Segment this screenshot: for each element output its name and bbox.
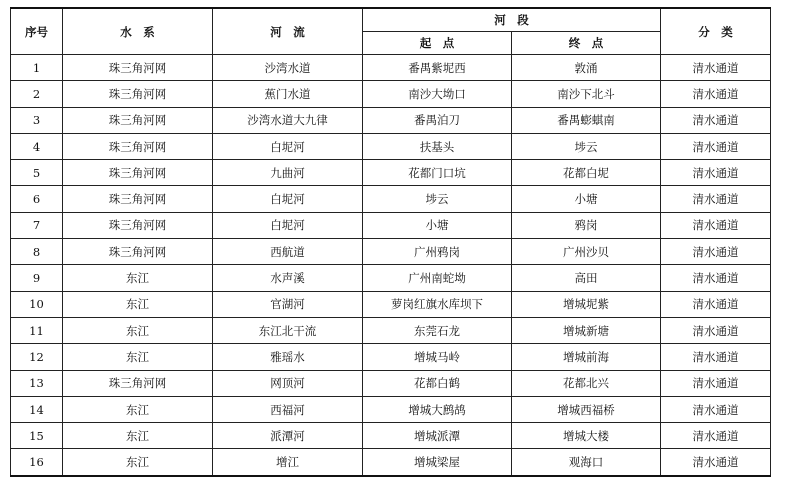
header-row-1: [11, 8, 771, 32]
water-system-cell: 珠三角河网: [63, 133, 213, 159]
water-system-cell: 东江: [63, 423, 213, 449]
river-name-cell: 西航道: [213, 239, 363, 265]
river-name-cell: 沙湾水道大九律: [213, 107, 363, 133]
table-row: [11, 212, 771, 238]
header-start: 起 点: [363, 32, 512, 55]
river-name-cell: 水声溪: [213, 265, 363, 291]
river-name-cell: 网顶河: [213, 370, 363, 396]
water-system-cell: 珠三角河网: [63, 81, 213, 107]
section-start-cell: 番禺泊刀: [363, 107, 512, 133]
table-row: [11, 55, 771, 81]
table-body: [11, 55, 771, 476]
row-index-cell: 14: [11, 396, 63, 422]
section-end-cell: 增城坭紫: [512, 291, 661, 317]
section-start-cell: 埗云: [363, 186, 512, 212]
header-category: 分 类: [661, 8, 771, 55]
row-index-cell: 5: [11, 160, 63, 186]
section-end-cell: 观海口: [512, 449, 661, 476]
row-index-cell: 12: [11, 344, 63, 370]
row-index-cell: 8: [11, 239, 63, 265]
table-row: [11, 81, 771, 107]
river-section-table: [10, 7, 771, 477]
section-end-cell: 小塘: [512, 186, 661, 212]
section-end-cell: 敦涌: [512, 55, 661, 81]
river-table-container: [10, 7, 770, 477]
river-name-cell: 白坭河: [213, 186, 363, 212]
header-system: 水 系: [63, 8, 213, 55]
water-system-cell: 东江: [63, 344, 213, 370]
section-end-cell: 高田: [512, 265, 661, 291]
table-row: [11, 239, 771, 265]
row-index-cell: 9: [11, 265, 63, 291]
category-cell: 清水通道: [661, 186, 771, 212]
river-name-cell: 官湖河: [213, 291, 363, 317]
row-index-cell: 4: [11, 133, 63, 159]
category-cell: 清水通道: [661, 370, 771, 396]
category-cell: 清水通道: [661, 160, 771, 186]
river-name-cell: 雅瑶水: [213, 344, 363, 370]
river-name-cell: 东江北干流: [213, 317, 363, 343]
river-name-cell: 九曲河: [213, 160, 363, 186]
category-cell: 清水通道: [661, 317, 771, 343]
category-cell: 清水通道: [661, 265, 771, 291]
river-name-cell: 蕉门水道: [213, 81, 363, 107]
category-cell: 清水通道: [661, 344, 771, 370]
section-start-cell: 增城马岭: [363, 344, 512, 370]
river-name-cell: 沙湾水道: [213, 55, 363, 81]
water-system-cell: 东江: [63, 291, 213, 317]
section-end-cell: 增城大楼: [512, 423, 661, 449]
row-index-cell: 1: [11, 55, 63, 81]
section-start-cell: 广州南蛇坳: [363, 265, 512, 291]
table-row: [11, 396, 771, 422]
water-system-cell: 珠三角河网: [63, 239, 213, 265]
row-index-cell: 16: [11, 449, 63, 476]
header-index: 序号: [11, 8, 63, 55]
table-row: [11, 449, 771, 476]
river-name-cell: 派潭河: [213, 423, 363, 449]
section-end-cell: 增城新塘: [512, 317, 661, 343]
section-end-cell: 花都白坭: [512, 160, 661, 186]
category-cell: 清水通道: [661, 55, 771, 81]
section-start-cell: 番禺紫坭西: [363, 55, 512, 81]
row-index-cell: 10: [11, 291, 63, 317]
water-system-cell: 珠三角河网: [63, 107, 213, 133]
table-row: [11, 107, 771, 133]
section-start-cell: 广州鸦岗: [363, 239, 512, 265]
water-system-cell: 珠三角河网: [63, 370, 213, 396]
section-end-cell: 增城西福桥: [512, 396, 661, 422]
category-cell: 清水通道: [661, 449, 771, 476]
row-index-cell: 6: [11, 186, 63, 212]
river-name-cell: 白坭河: [213, 133, 363, 159]
section-end-cell: 增城前海: [512, 344, 661, 370]
row-index-cell: 2: [11, 81, 63, 107]
category-cell: 清水通道: [661, 423, 771, 449]
row-index-cell: 3: [11, 107, 63, 133]
water-system-cell: 东江: [63, 265, 213, 291]
section-start-cell: 花都白鹤: [363, 370, 512, 396]
category-cell: 清水通道: [661, 239, 771, 265]
section-start-cell: 增城大鹧鸪: [363, 396, 512, 422]
table-row: [11, 160, 771, 186]
section-end-cell: 广州沙贝: [512, 239, 661, 265]
section-start-cell: 南沙大坳口: [363, 81, 512, 107]
water-system-cell: 珠三角河网: [63, 212, 213, 238]
section-end-cell: 番禺蟛蜞南: [512, 107, 661, 133]
category-cell: 清水通道: [661, 81, 771, 107]
section-end-cell: 南沙下北斗: [512, 81, 661, 107]
water-system-cell: 珠三角河网: [63, 55, 213, 81]
table-row: [11, 133, 771, 159]
table-row: [11, 344, 771, 370]
section-start-cell: 增城派潭: [363, 423, 512, 449]
header-river: 河 流: [213, 8, 363, 55]
water-system-cell: 东江: [63, 396, 213, 422]
row-index-cell: 7: [11, 212, 63, 238]
river-name-cell: 白坭河: [213, 212, 363, 238]
table-row: [11, 186, 771, 212]
category-cell: 清水通道: [661, 133, 771, 159]
section-start-cell: 萝岗红旗水库坝下: [363, 291, 512, 317]
water-system-cell: 珠三角河网: [63, 186, 213, 212]
section-start-cell: 增城梁屋: [363, 449, 512, 476]
category-cell: 清水通道: [661, 291, 771, 317]
section-start-cell: 花都门口坑: [363, 160, 512, 186]
section-end-cell: 埗云: [512, 133, 661, 159]
section-end-cell: 鸦岗: [512, 212, 661, 238]
table-row: [11, 370, 771, 396]
row-index-cell: 13: [11, 370, 63, 396]
category-cell: 清水通道: [661, 107, 771, 133]
river-name-cell: 西福河: [213, 396, 363, 422]
water-system-cell: 东江: [63, 317, 213, 343]
table-row: [11, 423, 771, 449]
river-name-cell: 增江: [213, 449, 363, 476]
section-start-cell: 东莞石龙: [363, 317, 512, 343]
section-start-cell: 小塘: [363, 212, 512, 238]
water-system-cell: 珠三角河网: [63, 160, 213, 186]
header-section: 河 段: [363, 8, 661, 32]
table-row: [11, 265, 771, 291]
table-row: [11, 291, 771, 317]
row-index-cell: 15: [11, 423, 63, 449]
water-system-cell: 东江: [63, 449, 213, 476]
row-index-cell: 11: [11, 317, 63, 343]
section-start-cell: 扶基头: [363, 133, 512, 159]
category-cell: 清水通道: [661, 396, 771, 422]
category-cell: 清水通道: [661, 212, 771, 238]
section-end-cell: 花都北兴: [512, 370, 661, 396]
table-row: [11, 317, 771, 343]
header-end: 终 点: [512, 32, 661, 55]
